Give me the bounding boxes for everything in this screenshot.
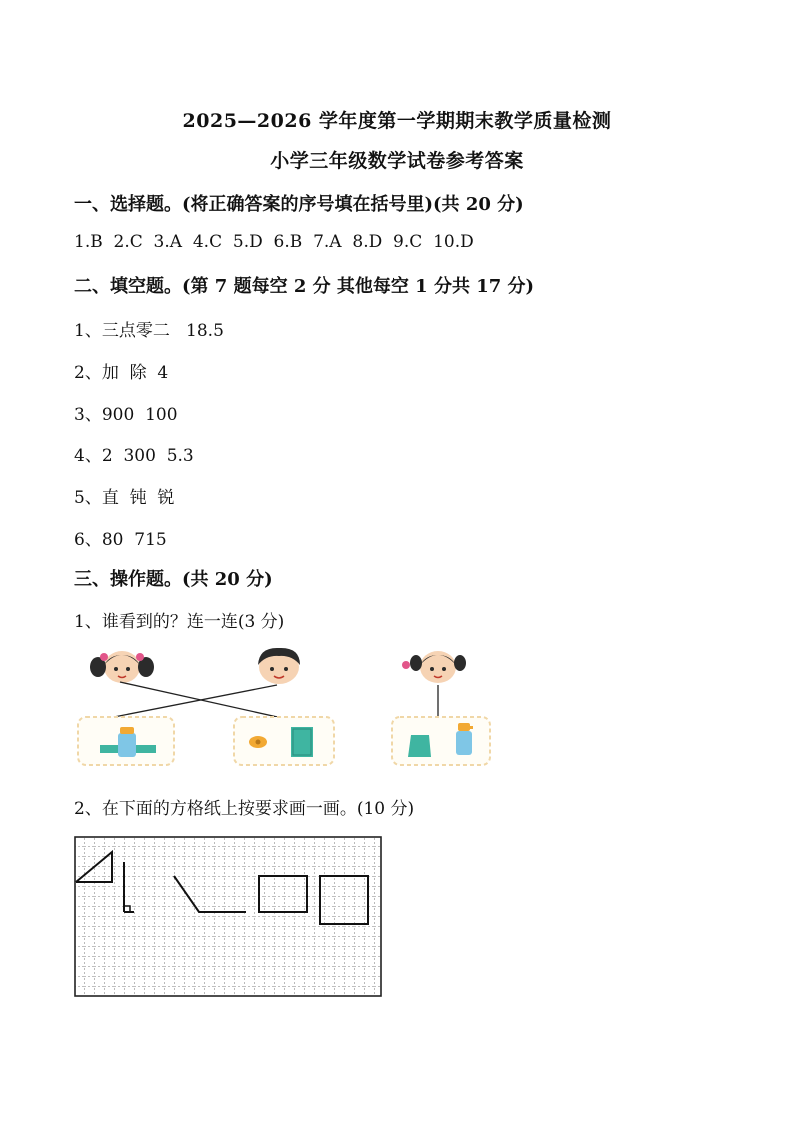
exam-title: 2025—2026 学年度第一学期期末教学质量检测 [182, 110, 612, 132]
fill-answer-1: 1、三点零二 18.5 [74, 321, 224, 341]
girl-face-icon [90, 651, 154, 683]
fill-answer-4: 4、2 300 5.3 [74, 446, 194, 466]
view-card [78, 717, 174, 765]
fill-answer-2: 2、加 除 4 [74, 363, 169, 383]
fill-answer-6: 6、80 715 [74, 530, 167, 550]
section1-heading: 一、选择题。(将正确答案的序号填在括号里)(共 20 分) [74, 194, 524, 215]
grid-paper [74, 836, 384, 999]
girl-face-icon [402, 651, 466, 683]
view-card [234, 717, 334, 765]
view-card [392, 717, 490, 765]
matching-illustration [74, 645, 504, 770]
connection-line [114, 685, 277, 717]
fill-answer-5: 5、直 钝 锐 [74, 488, 175, 508]
operation-question-1: 1、谁看到的？连一连(3 分) [74, 612, 285, 632]
operation-question-2: 2、在下面的方格纸上按要求画一画。(10 分) [74, 799, 415, 819]
fill-answer-3: 3、900 100 [74, 405, 178, 425]
section1-answers: 1.B 2.C 3.A 4.C 5.D 6.B 7.A 8.D 9.C 10.D [74, 232, 474, 252]
boy-face-icon [258, 648, 300, 684]
section3-heading: 三、操作题。(共 20 分) [74, 569, 273, 590]
section2-heading: 二、填空题。(第 7 题每空 2 分 其他每空 1 分共 17 分) [74, 276, 535, 297]
exam-subtitle: 小学三年级数学试卷参考答案 [270, 150, 524, 172]
